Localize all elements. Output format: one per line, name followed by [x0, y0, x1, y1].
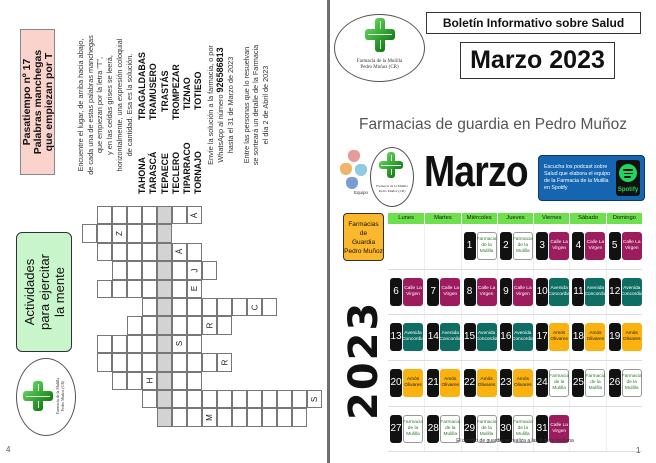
crossword-cell[interactable]	[307, 390, 322, 408]
submit-line	[216, 10, 226, 200]
logo-caption: Farmacia de la Mulilla Pedro Muñoz (CR)	[376, 184, 408, 193]
crossword-cell[interactable]	[127, 224, 142, 242]
pharmacy-on-duty: Farmacia de la Mulilla	[513, 232, 533, 260]
instruction-line: de cada una de estas palabras manchegas	[85, 35, 95, 175]
crossword-cell[interactable]	[142, 298, 157, 316]
crossword-cell[interactable]	[187, 280, 202, 298]
submit-whatsapp-label: WhatsApp al número	[216, 94, 226, 163]
logo-caption: Farmacia de la Mulilla Pedro Muñoz (CR)	[356, 59, 403, 70]
day-number: 24	[536, 369, 548, 397]
cell-letter: C	[250, 304, 259, 311]
crossword-cell[interactable]	[127, 243, 142, 261]
calendar-day-cell[interactable]	[424, 315, 460, 360]
spotify-text: Escucha los podcast sobre Salud que elabora el equipo de la Farmacia de la Mulilla en Spotify	[544, 164, 610, 191]
day-number: 11	[572, 278, 584, 306]
weekday-header	[388, 213, 642, 224]
crossword-cell[interactable]	[82, 224, 97, 242]
pharmacy-on-duty: Amós Olivares	[440, 369, 460, 397]
calendar-week	[388, 407, 642, 453]
crossword-cell-shaded[interactable]	[157, 372, 172, 390]
day-number: 14	[427, 323, 439, 351]
crossword-cell[interactable]	[202, 408, 217, 426]
team-hands-icon	[340, 150, 370, 200]
green-cross-icon	[379, 152, 403, 178]
crossword-cell[interactable]	[127, 372, 142, 390]
crossword-cell[interactable]	[142, 316, 157, 334]
logo-caption: Farmacia de la Mulilla Pedro Muñoz (CR)	[55, 377, 65, 415]
calendar-day-cell	[606, 407, 642, 452]
day-number: 27	[390, 415, 402, 443]
pharmacy-on-duty: Farmacia de la Mulilla	[477, 232, 497, 260]
instruction-line: y en las celdas grises se leerá,	[105, 55, 115, 155]
crossword-cell[interactable]	[142, 261, 157, 279]
crossword-cell[interactable]	[247, 390, 262, 408]
pharmacy-on-duty: Avenida Concordia	[403, 323, 423, 351]
day-number: 23	[500, 369, 512, 397]
crossword-cell-shaded[interactable]	[157, 390, 172, 408]
page-number: 1	[636, 446, 641, 455]
calendar-day-cell[interactable]	[533, 407, 569, 452]
day-number: 25	[572, 369, 584, 397]
crossword-cell[interactable]	[142, 372, 157, 390]
puzzle-title-line: que empiezan por T	[43, 52, 55, 152]
day-number: 17	[536, 323, 548, 351]
crossword-cell[interactable]	[262, 298, 277, 316]
puzzle-title-line: Palabras manchegas	[32, 49, 44, 155]
pharmacy-on-duty: Farmacia de la Mulilla	[403, 415, 423, 443]
crossword-cell[interactable]	[127, 353, 142, 371]
right-page	[330, 0, 656, 463]
puzzle-instructions	[76, 10, 336, 200]
crossword-cell[interactable]	[202, 353, 217, 371]
weekday: Martes	[424, 213, 460, 224]
crossword-cell[interactable]	[112, 261, 127, 279]
calendar-day-cell	[424, 224, 460, 269]
calendar-week	[388, 224, 642, 270]
crossword-cell-shaded[interactable]	[157, 353, 172, 371]
cell-letter: S	[310, 396, 319, 402]
cell-letter: Á	[190, 212, 199, 218]
weekday: Lunes	[398, 215, 415, 221]
word: TIZNAO	[182, 77, 193, 110]
calendar-day-cell[interactable]	[497, 407, 533, 452]
weekday: Sábado	[569, 213, 605, 224]
calendar-week	[388, 270, 642, 316]
day-number: 21	[427, 369, 439, 397]
crossword-cell[interactable]	[97, 206, 112, 224]
crossword-cell[interactable]	[172, 298, 187, 316]
pharmacy-on-duty: Avenida Concordia	[622, 278, 642, 306]
day-number: 31	[536, 415, 548, 443]
day-number: 7	[427, 278, 439, 306]
crossword-cell[interactable]	[112, 372, 127, 390]
calendar-day-cell[interactable]	[606, 361, 642, 406]
crossword-cell[interactable]	[127, 261, 142, 279]
crossword-cell[interactable]	[202, 316, 217, 334]
pharmacy-on-duty: Farmacia de la Mulilla	[513, 415, 533, 443]
word: TECLERO	[170, 151, 181, 194]
month-title: Marzo	[424, 147, 528, 196]
calendar-week	[388, 315, 642, 361]
crossword-cell-shaded[interactable]	[157, 316, 172, 334]
crossword-cell[interactable]	[202, 261, 217, 279]
calendar-day-cell[interactable]	[569, 361, 605, 406]
crossword-cell[interactable]	[172, 390, 187, 408]
cell-letter: R	[205, 322, 214, 329]
crossword-cell[interactable]	[202, 390, 217, 408]
calendar-day-cell[interactable]	[533, 224, 569, 269]
submit-line: Envíe la solución a la farmacia, o por	[206, 45, 216, 165]
crossword-cell[interactable]	[112, 224, 127, 242]
crossword-cell[interactable]	[172, 335, 187, 353]
calendar-day-cell[interactable]	[461, 407, 497, 452]
section-subtitle: Farmacias de guardia en Pedro Muñoz	[359, 116, 627, 133]
word-list	[137, 10, 204, 194]
crossword-cell[interactable]	[142, 353, 157, 371]
calendar-day-cell[interactable]	[461, 224, 497, 269]
crossword-cell[interactable]	[277, 408, 292, 426]
word: TRASTÁS	[159, 70, 170, 112]
word: TIPARRACO	[182, 142, 193, 194]
spotify-banner[interactable]	[538, 155, 645, 201]
day-number: 29	[464, 415, 476, 443]
submit-line: hasta el 31 de Marzo de 2023	[225, 56, 235, 154]
calendar-day-cell[interactable]	[569, 224, 605, 269]
weekday: Jueves	[497, 213, 533, 224]
crossword-cell-shaded[interactable]	[157, 335, 172, 353]
calendar-day-cell[interactable]	[461, 315, 497, 360]
crossword-cell[interactable]	[187, 316, 202, 334]
crossword-cell[interactable]	[277, 390, 292, 408]
crossword-cell[interactable]	[247, 408, 262, 426]
cell-letter: H	[145, 377, 154, 384]
crossword-cell-shaded[interactable]	[157, 408, 172, 426]
pharmacy-logo	[334, 14, 425, 82]
word: TROMPEZAR	[170, 64, 181, 120]
cell-letter: J	[190, 268, 199, 273]
green-cross-icon	[23, 381, 53, 411]
crossword-cell[interactable]	[142, 243, 157, 261]
crossword-cell-shaded[interactable]	[157, 261, 172, 279]
crossword-cell[interactable]	[232, 408, 247, 426]
duty-calendar	[388, 213, 642, 452]
crossword-cell[interactable]	[292, 390, 307, 408]
pharmacy-logo	[16, 358, 76, 436]
crossword-cell[interactable]	[217, 353, 232, 371]
calendar-day-cell[interactable]	[388, 270, 424, 315]
cell-letter: Á	[175, 249, 184, 255]
crossword-cell[interactable]	[97, 243, 112, 261]
instruction-line: Encuentre el lugar, de arriba hacia abajo,	[76, 38, 85, 172]
green-cross-icon	[365, 18, 395, 52]
crossword-cell[interactable]	[187, 206, 202, 224]
weekday: Domingo	[606, 213, 642, 224]
crossword-cell[interactable]	[97, 224, 112, 242]
calendar-day-cell[interactable]	[569, 270, 605, 315]
word: TEPAECE	[159, 153, 170, 194]
crossword-cell[interactable]	[127, 335, 142, 353]
bulletin-title: Boletín Informativo sobre Salud	[426, 12, 641, 34]
crossword-cell[interactable]	[127, 316, 142, 334]
crossword-cell[interactable]	[97, 335, 112, 353]
crossword-cell[interactable]	[187, 408, 202, 426]
pharmacy-on-duty: Farmacia de la Mulilla	[549, 369, 569, 397]
crossword-cell[interactable]	[217, 316, 232, 334]
crossword-cell-shaded[interactable]	[157, 224, 172, 242]
crossword-cell[interactable]	[187, 372, 202, 390]
day-number: 19	[609, 323, 621, 351]
left-page	[0, 0, 327, 463]
cell-letter: Z	[114, 231, 124, 237]
day-number: 12	[609, 278, 621, 306]
crossword-cell[interactable]	[187, 335, 202, 353]
crossword-cell[interactable]	[142, 224, 157, 242]
day-number: 20	[390, 369, 402, 397]
calendar-day-cell[interactable]	[533, 270, 569, 315]
issue-title: Marzo 2023	[460, 42, 615, 79]
section-label-box	[16, 232, 72, 352]
crossword-cell[interactable]	[202, 298, 217, 316]
crossword-cell[interactable]	[112, 280, 127, 298]
crossword-cell[interactable]	[112, 335, 127, 353]
calendar-day-cell[interactable]	[497, 270, 533, 315]
crossword-cell[interactable]	[262, 408, 277, 426]
crossword-cell[interactable]	[217, 390, 232, 408]
phone-number: 926586813	[215, 47, 226, 93]
pharmacy-on-duty: Calle La Virgen	[440, 278, 460, 306]
cell-letter: M	[204, 414, 214, 421]
day-number: 3	[536, 232, 548, 260]
calendar-day-cell	[569, 407, 605, 452]
crossword-cell[interactable]	[127, 206, 142, 224]
calendar-body	[388, 224, 642, 452]
word: TARASCÁ	[148, 151, 159, 194]
pharmacy-on-duty: Amós Olivares	[403, 369, 423, 397]
calendar-day-cell[interactable]	[569, 315, 605, 360]
section-label-line: para ejercitar	[36, 254, 52, 330]
crossword-cell[interactable]	[217, 408, 232, 426]
instruction-line: que empiezan por la letra "T",	[95, 56, 105, 154]
calendar-day-cell	[388, 224, 424, 269]
crossword-cell[interactable]	[112, 243, 127, 261]
crossword-cell[interactable]	[187, 298, 202, 316]
crossword-cell[interactable]	[142, 280, 157, 298]
calendar-day-cell[interactable]	[497, 224, 533, 269]
day-number: 8	[464, 278, 476, 306]
calendar-day-cell[interactable]	[606, 224, 642, 269]
pharmacy-on-duty: Calle La Virgen	[513, 278, 533, 306]
calendar-day-cell[interactable]	[388, 361, 424, 406]
word: TAHONA	[137, 157, 148, 194]
team-label: Equipo	[354, 190, 369, 195]
year-label: 2023	[341, 300, 387, 420]
pharmacy-on-duty: Avenida Concordia	[440, 323, 460, 351]
crossword-cell[interactable]	[172, 353, 187, 371]
day-number: 2	[500, 232, 512, 260]
puzzle-title-line: Pasatiempo nº 17	[21, 58, 33, 146]
pharmacy-on-duty: Calle La Virgen	[403, 278, 423, 306]
crossword-cell[interactable]	[172, 243, 187, 261]
day-number: 4	[572, 232, 584, 260]
calendar-day-cell[interactable]	[533, 361, 569, 406]
calendar-day-cell[interactable]	[461, 270, 497, 315]
raffle-line: se sorteará un detalle de la Farmacia	[251, 44, 261, 166]
pharmacy-on-duty: Calle La Virgen	[549, 415, 569, 443]
raffle-line: Entre las personas que lo resuelvan	[241, 46, 251, 164]
crossword-cell[interactable]	[172, 280, 187, 298]
pharmacy-on-duty: Avenida Concordia	[585, 278, 605, 306]
day-number: 16	[500, 323, 512, 351]
pharmacy-on-duty: Farmacia de la Mulilla	[440, 415, 460, 443]
crossword-cell[interactable]	[127, 280, 142, 298]
crossword-cell[interactable]	[187, 353, 202, 371]
calendar-day-cell[interactable]	[533, 315, 569, 360]
pharmacy-on-duty: Calle La Virgen	[622, 232, 642, 260]
crossword-cell[interactable]	[172, 261, 187, 279]
crossword-cell[interactable]	[232, 298, 247, 316]
instruction-line: horizontalmente, una expresión coloquial	[114, 38, 124, 172]
calendar-week	[388, 361, 642, 407]
crossword-cell[interactable]	[187, 261, 202, 279]
day-number: 28	[427, 415, 439, 443]
day-number: 1	[464, 232, 476, 260]
crossword-cell-shaded[interactable]	[157, 298, 172, 316]
day-number: 26	[609, 369, 621, 397]
crossword-cell[interactable]	[172, 372, 187, 390]
pharmacy-on-duty: Amós Olivares	[585, 323, 605, 351]
weekday: Viernes	[533, 213, 569, 224]
day-number: 30	[500, 415, 512, 443]
day-number: 13	[390, 323, 402, 351]
crossword-cell[interactable]	[187, 243, 202, 261]
word: TRAMUSERO	[148, 63, 159, 120]
crossword-cell[interactable]	[142, 206, 157, 224]
crossword-cell[interactable]	[112, 206, 127, 224]
word: TORNAJO	[193, 151, 204, 194]
calendar-day-cell[interactable]	[606, 270, 642, 315]
pharmacy-logo-small	[370, 147, 414, 207]
crossword-cell[interactable]	[172, 316, 187, 334]
crossword-cell[interactable]	[232, 390, 247, 408]
calendar-day-cell[interactable]	[388, 315, 424, 360]
crossword-cell[interactable]	[262, 390, 277, 408]
pharmacy-on-duty: Amós Olivares	[622, 323, 642, 351]
page-number: 4	[6, 445, 11, 454]
calendar-day-cell[interactable]	[497, 315, 533, 360]
day-number: 9	[500, 278, 512, 306]
pharmacy-on-duty: Avenida Concordia	[549, 278, 569, 306]
instruction-line: de cantidad. Esa es la solución.	[124, 53, 134, 157]
day-number: 22	[464, 369, 476, 397]
pharmacy-on-duty: Avenida Concordia	[513, 323, 533, 351]
cell-letter: E	[190, 286, 199, 292]
pharmacy-on-duty: Calle La Virgen	[585, 232, 605, 260]
crossword-cell[interactable]	[247, 298, 262, 316]
section-label-line: Actividades	[21, 258, 37, 326]
pharmacy-on-duty: Amós Olivares	[477, 369, 497, 397]
pharmacy-on-duty: Farmacia de la Mulilla	[585, 369, 605, 397]
cell-letter: S	[175, 341, 184, 347]
weekday: Miércoles	[461, 213, 497, 224]
crossword-cell[interactable]	[217, 298, 232, 316]
calendar-day-cell[interactable]	[606, 315, 642, 360]
calendar-day-cell[interactable]	[461, 361, 497, 406]
crossword-cell[interactable]	[112, 353, 127, 371]
calendar-day-cell[interactable]	[424, 407, 460, 452]
pharmacy-on-duty: Amós Olivares	[513, 369, 533, 397]
pharmacy-on-duty: Calle La Virgen	[549, 232, 569, 260]
section-label-line: la mente	[51, 267, 67, 317]
crossword-cell[interactable]	[172, 206, 187, 224]
crossword-cell-shaded[interactable]	[157, 280, 172, 298]
calendar-day-cell[interactable]	[424, 270, 460, 315]
crossword-cell[interactable]	[292, 408, 307, 426]
day-number: 5	[609, 232, 621, 260]
puzzle-title-box	[20, 29, 55, 175]
word: TRAGALDABAS	[137, 52, 148, 120]
crossword-cell[interactable]	[97, 353, 112, 371]
crossword-cell-shaded[interactable]	[157, 206, 172, 224]
pharmacy-on-duty: Amós Olivares	[549, 323, 569, 351]
pharmacy-on-duty: Farmacia de la Mulilla	[477, 415, 497, 443]
crossword-cell[interactable]	[142, 390, 157, 408]
raffle-line: el día 2 de Abril de 2023	[260, 65, 270, 145]
day-number: 6	[390, 278, 402, 306]
crossword-cell[interactable]	[97, 280, 112, 298]
calendar-day-cell[interactable]	[424, 361, 460, 406]
guardia-label-box: Farmacias de Guardia Pedro Muñoz	[343, 213, 384, 261]
day-number: 18	[572, 323, 584, 351]
crossword-cell[interactable]	[142, 335, 157, 353]
calendar-day-cell[interactable]	[388, 407, 424, 452]
pharmacy-on-duty: Calle La Virgen	[477, 278, 497, 306]
pharmacy-on-duty: Farmacia de la Mulilla	[622, 369, 642, 397]
pharmacy-on-duty: Avenida Concordia	[477, 323, 497, 351]
crossword-cell-shaded[interactable]	[157, 243, 172, 261]
cell-letter: R	[220, 359, 229, 366]
calendar-day-cell[interactable]	[497, 361, 533, 406]
crossword-cell[interactable]	[172, 408, 187, 426]
day-number: 15	[464, 323, 476, 351]
crossword-cell[interactable]	[187, 390, 202, 408]
spotify-icon[interactable]: Spotify	[616, 160, 640, 196]
guard-change-note: El cambio de guardia se realiza a las 9 de la mañana	[456, 438, 574, 444]
word: TOTIESO	[193, 71, 204, 110]
day-number: 10	[536, 278, 548, 306]
